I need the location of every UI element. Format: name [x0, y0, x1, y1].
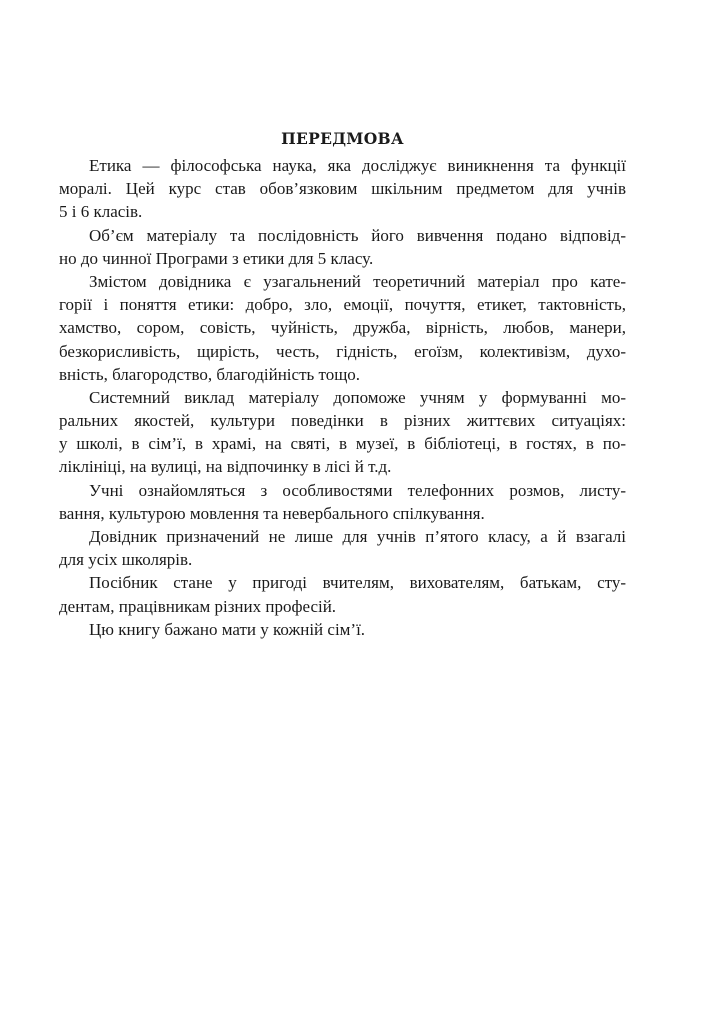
paragraph-7	[59, 571, 626, 617]
preface-section	[59, 124, 626, 641]
text-line: Довідник призначений не лише для учнів п’ятого класу, а й взагалі	[89, 527, 626, 546]
text-line: Посібник стане у пригоді вчителям, вихователям, батькам, сту-	[89, 573, 626, 593]
text-line: вання, культурою мовлення та невербального спілкування.	[59, 503, 485, 523]
paragraph-2	[59, 224, 626, 270]
text-line: для усіх школярів.	[59, 550, 193, 570]
text-line: моралі. Цей курс став обов’язковим шкільним предметом для учнів	[59, 179, 626, 199]
text-line: но до чинної Програми з етики для 5 класу.	[59, 248, 374, 268]
paragraph-3	[59, 270, 626, 386]
text-line: Етика — філософська наука, яка досліджує виникнення та функції	[89, 156, 626, 175]
paragraph-5	[59, 479, 626, 525]
preface-body	[59, 154, 626, 641]
text-line: 5 і 6 класів.	[59, 202, 143, 222]
paragraph-6	[59, 525, 626, 571]
text-line: ліклініці, на вулиці, на відпочинку в лісі й т.д.	[59, 457, 392, 477]
paragraph-1	[59, 154, 626, 224]
text-line: Змістом довідника є узагальнений теоретичний матеріал про кате-	[89, 271, 626, 291]
paragraph-8	[59, 618, 626, 641]
text-line: хамство, сором, совість, чуйність, дружба, вірність, любов, манери,	[59, 318, 626, 338]
text-line: Об’єм матеріалу та послідовність його вивчення подано відповід-	[89, 225, 626, 245]
page-title: ПЕРЕДМОВА	[281, 129, 404, 148]
paragraph-4	[59, 386, 626, 479]
text-line: вність, благородство, благодійність тощо.	[59, 364, 361, 384]
text-line: Системний виклад матеріалу допоможе учням у формуванні мо-	[89, 387, 626, 407]
text-line: горії і поняття етики: добро, зло, емоції, почуття, етикет, тактовність,	[59, 295, 626, 315]
text-line: Цю книгу бажано мати у кожній сім’ї.	[89, 619, 366, 639]
text-line: ральних якостей, культури поведінки в різних життєвих ситуаціях:	[59, 411, 626, 431]
text-line: Учні ознайомляться з особливостями телефонних розмов, листу-	[89, 480, 626, 500]
text-line: безкорисливість, щирість, честь, гідність, егоїзм, колективізм, духо-	[59, 341, 626, 361]
text-line: у школі, в сім’ї, в храмі, на святі, в музеї, в бібліотеці, в гостях, в по-	[59, 434, 626, 454]
text-line: дентам, працівникам різних професій.	[59, 596, 337, 616]
